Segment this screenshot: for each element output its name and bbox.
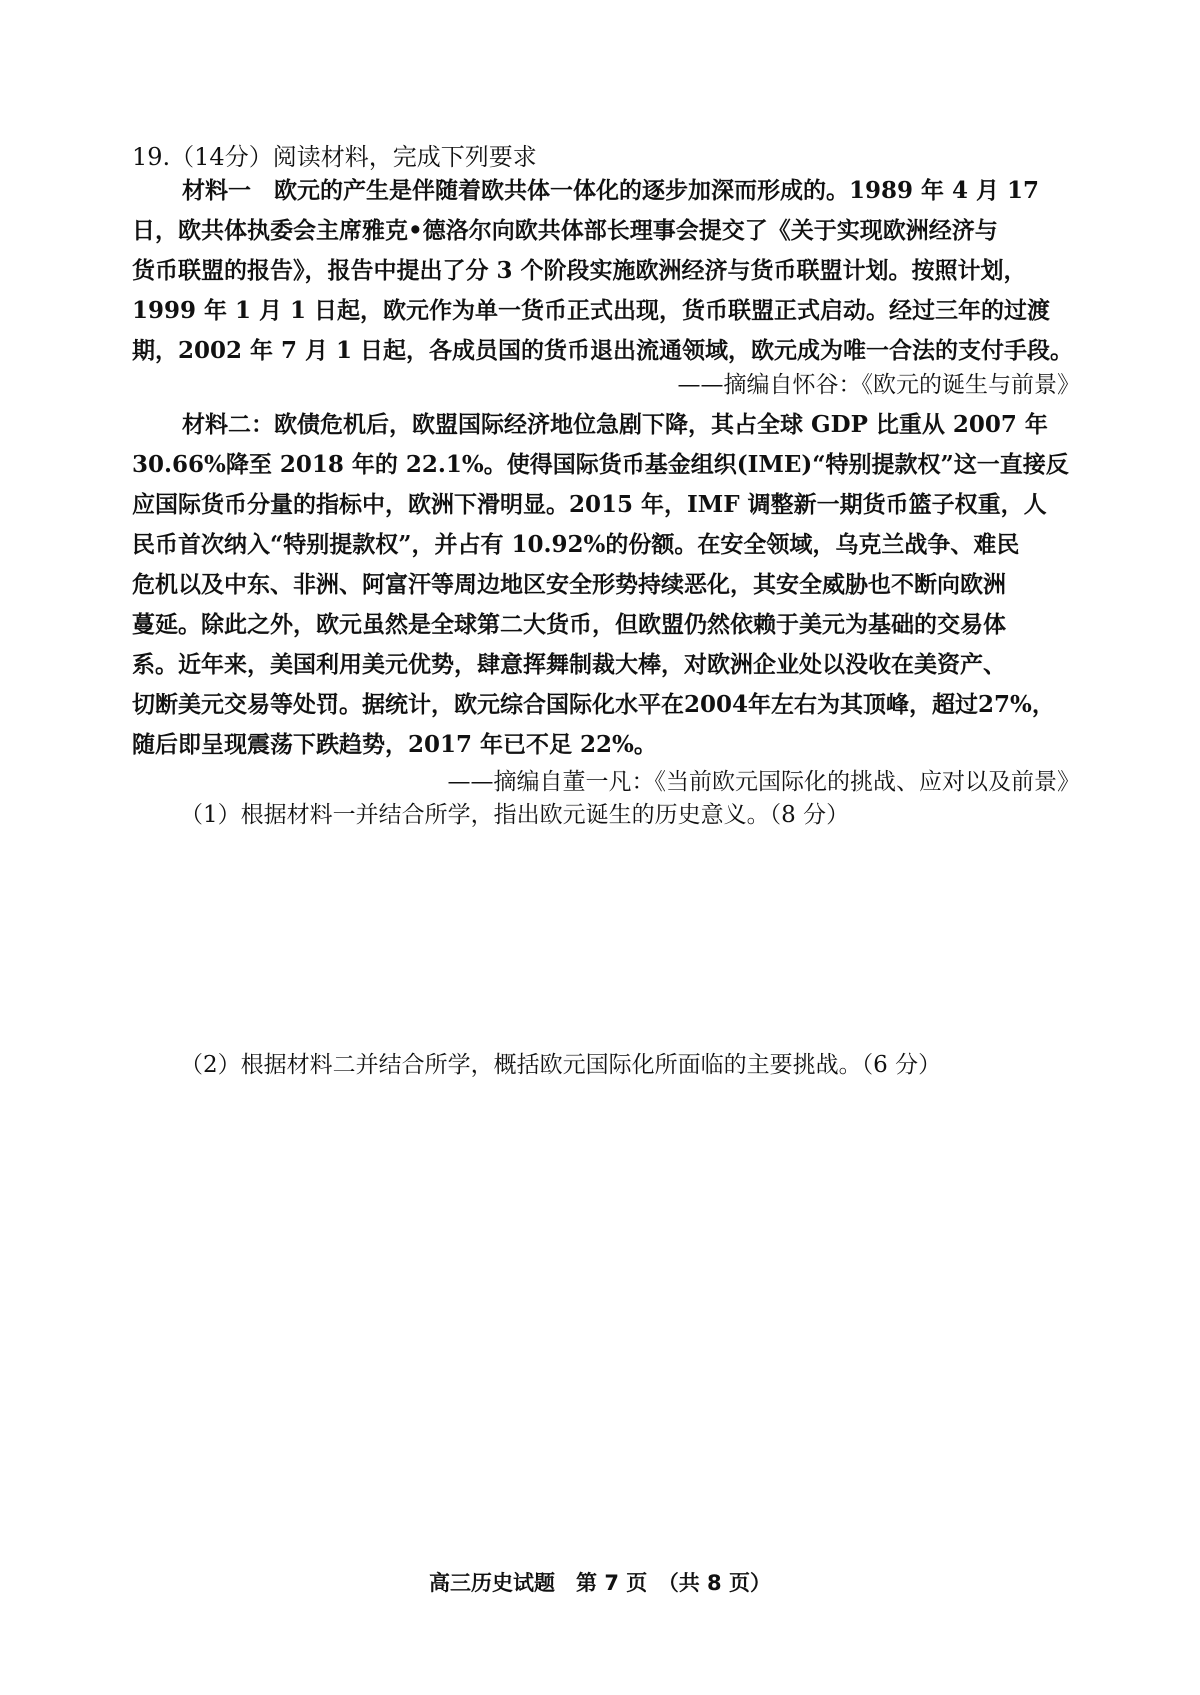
material-two-line: 民币首次纳入“特别提款权”，并占有 10.92%的份额。在安全领域，乌克兰战争、难民 xyxy=(132,531,1020,558)
material-one-line: 货币联盟的报告》，报告中提出了分 3 个阶段实施欧洲经济与货币联盟计划。按照计划， xyxy=(132,257,1027,284)
material-one-source: ——摘编自怀谷：《欧元的诞生与前景》 xyxy=(677,372,1080,398)
question-title: 19.（14分）阅读材料，完成下列要求 xyxy=(132,143,537,171)
material-one-line: 日，欧共体执委会主席雅克•德洛尔向欧共体部长理事会提交了《关于实现欧洲经济与 xyxy=(132,217,998,244)
sub-question-1: （1）根据材料一并结合所学，指出欧元诞生的历史意义。（8 分） xyxy=(180,802,850,828)
answer-area-1[interactable] xyxy=(132,840,1068,1040)
material-two-line: 危机以及中东、非洲、阿富汗等周边地区安全形势持续恶化，其安全威胁也不断向欧洲 xyxy=(132,571,1006,598)
material-two-line: 蔓延。除此之外，欧元虽然是全球第二大货币，但欧盟仍然依赖于美元为基础的交易体 xyxy=(132,611,1006,638)
answer-area-2[interactable] xyxy=(132,1090,1068,1540)
material-one-line: 1999 年 1 月 1 日起，欧元作为单一货币正式出现，货币联盟正式启动。经过三年的过渡 xyxy=(132,297,1051,324)
material-two-line: 切断美元交易等处罚。据统计，欧元综合国际化水平在2004年左右为其顶峰，超过27%， xyxy=(132,691,1055,718)
material-two-line: 材料二：欧债危机后，欧盟国际经济地位急剧下降，其占全球 GDP 比重从 2007 年 xyxy=(182,411,1048,438)
material-two-line: 应国际货币分量的指标中，欧洲下滑明显。2015 年，IMF 调整新一期货币篮子权重，人 xyxy=(132,491,1047,518)
page-footer: 高三历史试题 第 7 页 （共 8 页） xyxy=(429,1571,771,1595)
material-two-source: ——摘编自董一凡：《当前欧元国际化的挑战、应对以及前景》 xyxy=(447,769,1080,795)
material-one-line: 材料一 欧元的产生是伴随着欧共体一体化的逐步加深而形成的。1989 年 4 月 17 xyxy=(182,177,1040,204)
material-two-line: 30.66%降至 2018 年的 22.1%。使得国际货币基金组织(IME)“特别提款权”这一直接反 xyxy=(132,451,1069,478)
material-two-line: 随后即呈现震荡下跌趋势，2017 年已不足 22%。 xyxy=(132,731,657,758)
material-one-line: 期，2002 年 7 月 1 日起，各成员国的货币退出流通领域，欧元成为唯一合法的支付手段。 xyxy=(132,337,1074,364)
material-two-line: 系。近年来，美国利用美元优势，肆意挥舞制裁大棒，对欧洲企业处以没收在美资产、 xyxy=(132,651,1006,678)
sub-question-2: （2）根据材料二并结合所学，概括欧元国际化所面临的主要挑战。（6 分） xyxy=(180,1052,942,1078)
